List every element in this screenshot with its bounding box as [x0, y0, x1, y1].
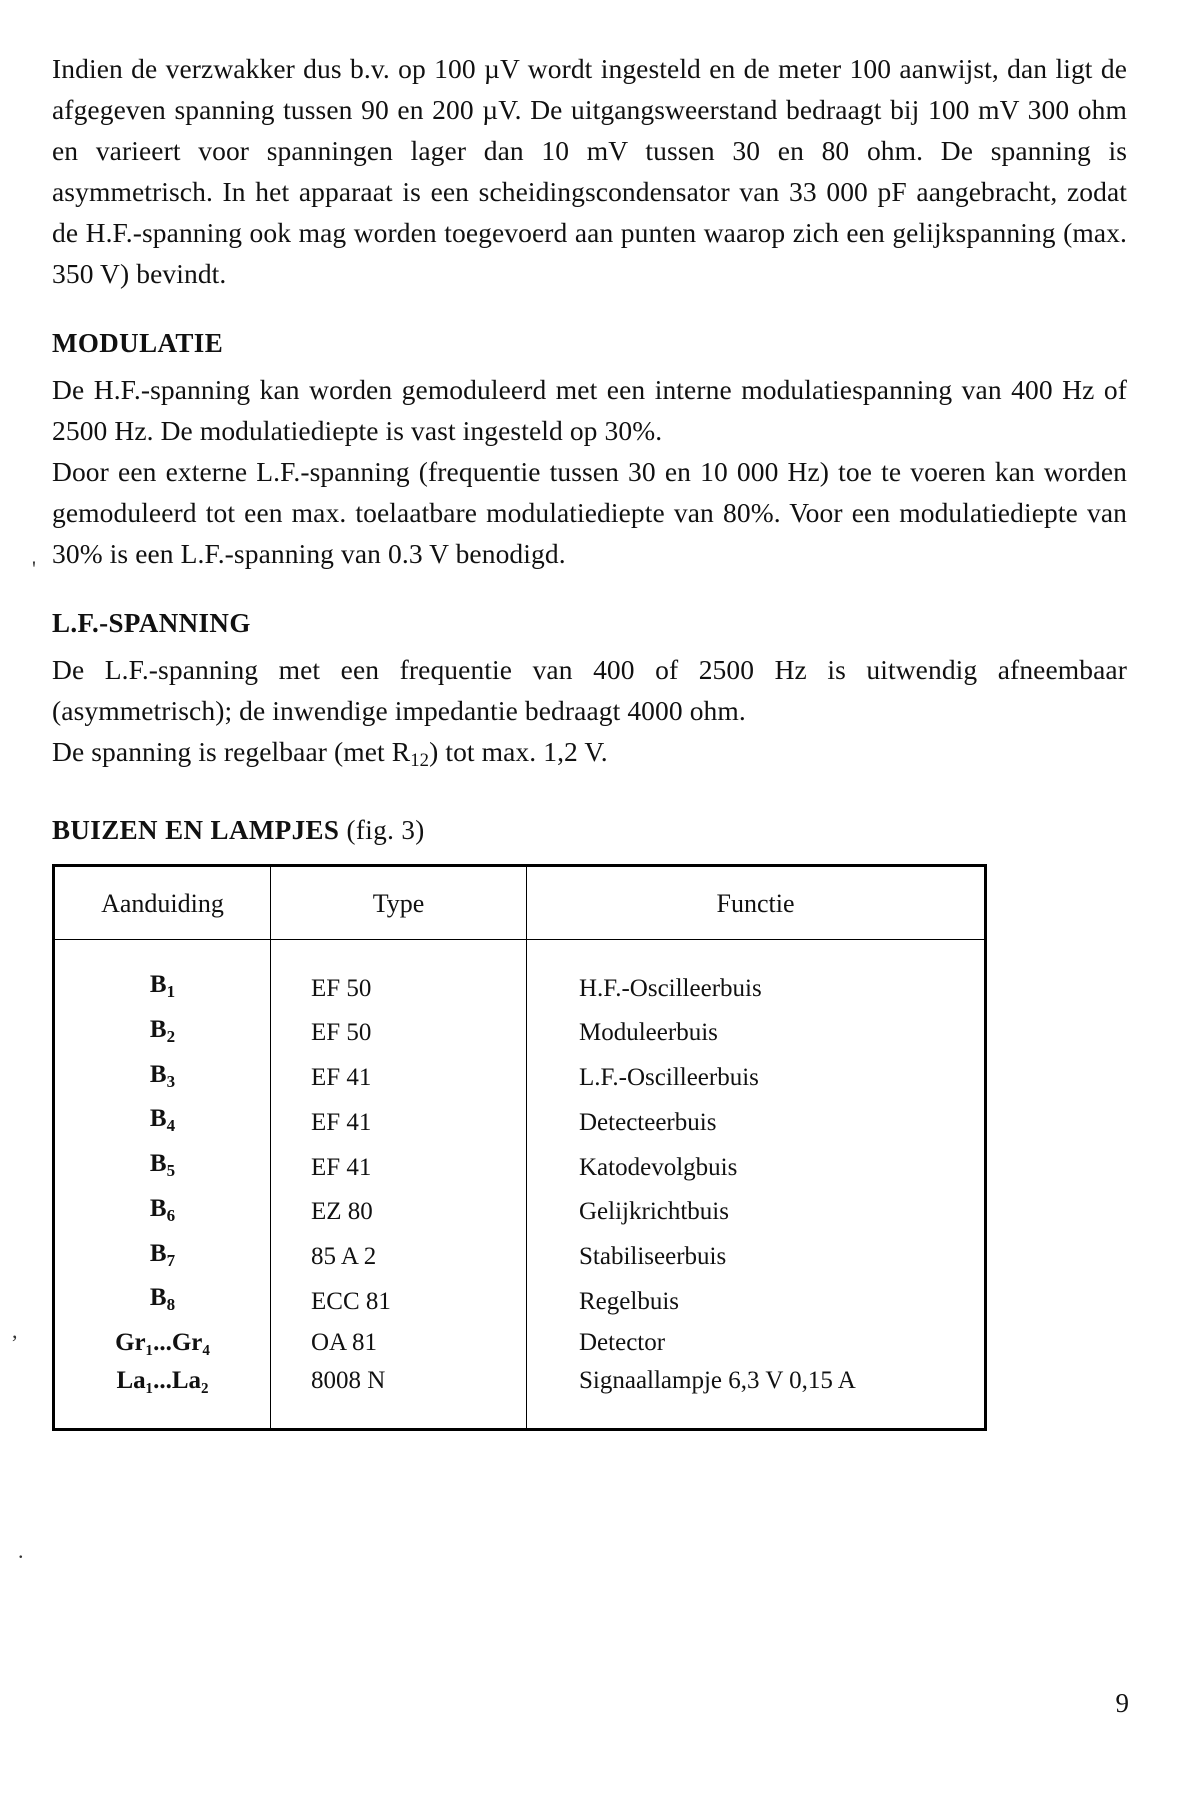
cell-aanduiding — [55, 1056, 271, 1101]
cell-functie: Katodevolgbuis — [579, 1153, 738, 1181]
buizen-heading-figref: (fig. 3) — [346, 815, 425, 846]
lf-paragraph-1: De L.F.-spanning met een frequentie van 400 of 2500 Hz is uitwendig afneembaar (asymmetrisch); de inwendige impedantie bedraagt 4000 ohm. — [52, 654, 1127, 726]
aanduiding-index: 2 — [166, 1026, 176, 1046]
cell-type: EZ 80 — [271, 1190, 527, 1235]
modulatie-paragraph-2: Door een externe L.F.-spanning (frequentie tussen 30 en 10 000 Hz) toe te voeren kan worden gemoduleerd tot een max. toelaatbare modulatiediepte van 80%. Voor een modulatiediepte van 30% is een L.F.-spanning van 0.3 V benodigd. — [52, 456, 1127, 569]
section-heading-lf-spanning: L.F.-SPANNING — [52, 608, 251, 638]
page-content — [52, 48, 1127, 1431]
aanduiding-label: B — [149, 1284, 167, 1312]
aanduiding-label: B — [149, 1239, 167, 1267]
aanduiding-index: 6 — [166, 1205, 176, 1225]
cell-type: 85 A 2 — [271, 1235, 527, 1280]
cell-functie: Stabiliseerbuis — [579, 1243, 727, 1271]
table-row — [55, 1190, 984, 1235]
aanduiding-label: B — [149, 1105, 167, 1133]
cell-type: EF 50 — [271, 1011, 527, 1056]
margin-mark-1: ' — [32, 556, 36, 581]
cell-functie: Regelbuis — [579, 1287, 679, 1315]
cell-aanduiding: Gr₁...Gr₄ — [55, 1324, 271, 1362]
cell-type: OA 81 — [271, 1324, 527, 1362]
aanduiding-label: B — [149, 1015, 167, 1043]
cell-aanduiding — [55, 1235, 271, 1280]
section-heading-modulatie: MODULATIE — [52, 328, 224, 358]
tubes-table-container — [52, 864, 987, 1431]
aanduiding-label: B — [149, 1194, 167, 1222]
aanduiding-index: 4 — [166, 1116, 176, 1136]
table-row — [55, 940, 984, 1011]
table-row — [55, 1279, 984, 1324]
table-header-row — [55, 867, 984, 940]
tubes-table-body — [55, 940, 984, 1429]
cell-functie: Gelijkrichtbuis — [579, 1198, 729, 1226]
cell-type: EF 41 — [271, 1100, 527, 1145]
table-row — [55, 1011, 984, 1056]
aanduiding-label: B — [149, 1150, 167, 1178]
table-row — [55, 1145, 984, 1190]
cell-type: 8008 N — [271, 1362, 527, 1428]
cell-type: EF 50 — [271, 940, 527, 1011]
buizen-heading-bold: BUIZEN EN LAMPJES — [52, 815, 340, 846]
cell-aanduiding — [55, 1011, 271, 1056]
cell-aanduiding — [55, 1100, 271, 1145]
tubes-table — [55, 867, 984, 1428]
cell-aanduiding — [55, 940, 271, 1011]
table-row — [55, 1235, 984, 1280]
modulatie-paragraph-1: De H.F.-spanning kan worden gemoduleerd met een interne modulatiespanning van 400 Hz of 2500 Hz. De modulatiediepte is vast ingesteld op 30%. — [52, 374, 1127, 446]
intro-paragraph: Indien de verzwakker dus b.v. op 100 µV wordt ingesteld en de meter 100 aanwijst, dan ligt de afgegeven spanning tussen 90 en 200 µV. De uitgangsweerstand bedraagt bij 100 mV 300 ohm en varieert voor spanningen lager dan 10 mV tussen 30 en 80 ohm. De spanning is asymmetrisch. In het apparaat is een scheidingscondensator van 33 000 pF aangebracht, zodat de H.F.-spanning ook mag worden toegevoerd aan punten waarop zich een gelijkspanning (max. 350 V) bevindt. — [52, 53, 1127, 289]
column-header-type: Type — [271, 867, 527, 940]
aanduiding-index: 5 — [166, 1160, 176, 1180]
table-row — [55, 1100, 984, 1145]
cell-aanduiding — [55, 1279, 271, 1324]
cell-type: ECC 81 — [271, 1279, 527, 1324]
column-header-aanduiding: Aanduiding — [55, 867, 271, 940]
cell-type: EF 41 — [271, 1145, 527, 1190]
margin-mark-2: , — [12, 1318, 18, 1343]
margin-mark-3: . — [18, 1538, 24, 1563]
section-heading-buizen-en-lampjes — [52, 815, 1127, 846]
cell-aanduiding: La₁...La₂ — [55, 1362, 271, 1428]
page-number: 9 — [1115, 1688, 1129, 1718]
cell-functie: Moduleerbuis — [579, 1019, 718, 1047]
column-header-functie: Functie — [527, 867, 985, 940]
cell-aanduiding — [55, 1190, 271, 1235]
cell-type: EF 41 — [271, 1056, 527, 1101]
cell-aanduiding — [55, 1145, 271, 1190]
aanduiding-index: 3 — [166, 1071, 176, 1091]
cell-functie: Detector — [579, 1329, 666, 1357]
aanduiding-label: B — [149, 971, 167, 999]
cell-functie: Detecteerbuis — [579, 1108, 717, 1136]
cell-functie: H.F.-Oscilleerbuis — [579, 974, 762, 1002]
cell-functie: Signaallampje 6,3 V 0,15 A — [579, 1367, 856, 1395]
table-row — [55, 1324, 984, 1362]
aanduiding-index: 7 — [166, 1250, 176, 1270]
cell-functie: L.F.-Oscilleerbuis — [579, 1064, 759, 1092]
table-row — [55, 1056, 984, 1101]
aanduiding-index: 8 — [166, 1295, 176, 1315]
lf-paragraph-2: De spanning is regelbaar (met $R_{12}$) tot max. 1,2 V. — [52, 736, 608, 772]
aanduiding-label: B — [149, 1060, 167, 1088]
table-row — [55, 1362, 984, 1428]
aanduiding-index: 1 — [166, 981, 176, 1001]
